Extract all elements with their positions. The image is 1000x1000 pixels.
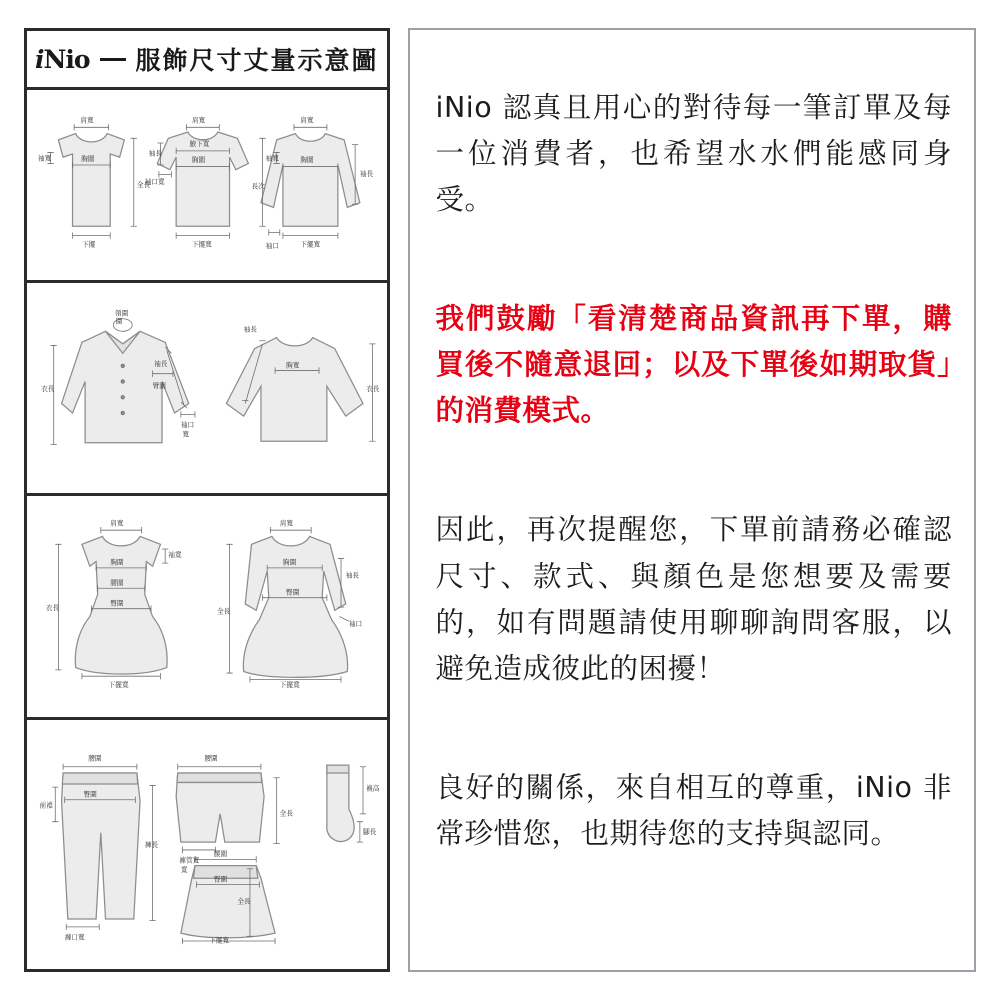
svg-text:胸圍: 胸圍: [282, 558, 297, 567]
svg-text:全長: 全長: [136, 180, 151, 189]
svg-text:寬: 寬: [182, 430, 190, 439]
svg-text:臀圍: 臀圍: [110, 599, 124, 608]
svg-text:褲長: 褲長: [144, 840, 159, 849]
svg-text:袖長: 袖長: [148, 149, 162, 158]
svg-text:肩寬: 肩寬: [110, 519, 124, 528]
svg-text:腋下寬: 腋下寬: [189, 140, 210, 149]
svg-text:胸圍: 胸圍: [110, 558, 124, 567]
svg-text:胸圍: 胸圍: [81, 155, 95, 164]
intro-paragraph: iNio 認真且用心的對待每一筆訂單及每一位消費者，也希望水水們能感同身受。: [435, 90, 952, 216]
svg-text:長次: 長次: [251, 182, 265, 191]
svg-text:肩寬: 肩寬: [279, 519, 294, 528]
svg-text:全長: 全長: [237, 897, 251, 906]
svg-text:袖長: 袖長: [243, 325, 257, 334]
bottoms-row-illustration: [27, 720, 387, 969]
svg-text:臀圍: 臀圍: [83, 790, 97, 799]
diagram-title-text: 服飾尺寸丈量示意圖: [135, 46, 379, 75]
svg-text:腰圍: 腰圍: [204, 754, 218, 763]
svg-text:下擺寬: 下擺寬: [300, 240, 321, 249]
policy-notice-panel: [408, 28, 976, 972]
svg-text:圍: 圍: [115, 317, 123, 326]
svg-text:胸圍: 胸圍: [191, 155, 206, 164]
svg-text:肩寬: 肩寬: [80, 116, 94, 125]
svg-text:寬: 寬: [180, 866, 188, 875]
dress-row-illustration: [27, 496, 387, 717]
diagram-row-bottoms: [27, 720, 387, 969]
svg-text:衣長: 衣長: [366, 384, 380, 393]
svg-text:腰圍: 腰圍: [213, 850, 228, 859]
svg-text:全長: 全長: [216, 607, 231, 616]
svg-text:襪高: 襪高: [366, 784, 380, 793]
svg-text:袖長: 袖長: [359, 169, 374, 178]
svg-text:下擺寬: 下擺寬: [279, 680, 300, 689]
reminder-paragraph: 因此，再次提醒您，下單前請務必確認尺寸、款式、與顏色是您想要及需要的，如有問題請使用聊聊詢問客服，以避免造成彼此的困擾！: [435, 513, 952, 685]
svg-text:袖口: 袖口: [180, 421, 195, 430]
svg-text:下擺寬: 下擺寬: [209, 936, 230, 945]
diagram-row-dresses: [27, 496, 387, 720]
svg-text:袖長: 袖長: [154, 359, 168, 368]
svg-text:袖寬: 袖寬: [37, 154, 52, 163]
diagram-row-tops: [27, 90, 387, 283]
svg-text:腰圍: 腰圍: [110, 578, 124, 587]
size-chart-diagram: [24, 28, 390, 972]
brand-logo: iNio: [35, 44, 90, 74]
svg-text:肩寬: 肩寬: [191, 116, 206, 125]
svg-text:袖口: 袖口: [265, 242, 279, 251]
diagram-row-shirts: [27, 283, 387, 496]
svg-text:下擺: 下擺: [81, 240, 96, 249]
diagram-header: [27, 31, 387, 90]
svg-text:袖口寬: 袖口寬: [144, 177, 165, 186]
policy-paragraph: 我們鼓勵「看清楚商品資訊再下單，購買後不隨意退回；以及下單後如期取貨」的消費模式。: [435, 301, 952, 428]
svg-text:袖寬: 袖寬: [265, 154, 279, 163]
svg-text:袖寬: 袖寬: [168, 550, 182, 559]
svg-text:肩寬: 肩寬: [300, 116, 314, 125]
svg-text:褲管寬: 褲管寬: [179, 856, 200, 865]
svg-text:胸寬: 胸寬: [286, 361, 300, 370]
svg-text:袖口: 袖口: [348, 619, 363, 628]
svg-text:下擺寬: 下擺寬: [108, 680, 129, 689]
svg-text:下擺寬: 下擺寬: [191, 240, 212, 249]
closing-paragraph: 良好的關係，來自相互的尊重，iNio 非常珍惜您，也期待您的支持與認同。: [435, 771, 952, 851]
svg-text:衣長: 衣長: [45, 603, 60, 612]
tops-row-illustration: [27, 90, 387, 280]
svg-text:腰圍: 腰圍: [88, 754, 102, 763]
svg-text:胸圍: 胸圍: [300, 155, 314, 164]
svg-text:臂圍: 臂圍: [152, 381, 166, 390]
svg-text:臀圍: 臀圍: [213, 875, 228, 884]
svg-text:領圍: 領圍: [114, 309, 129, 318]
svg-text:腳長: 腳長: [362, 828, 377, 837]
svg-text:袖長: 袖長: [345, 570, 360, 579]
svg-text:褲口寬: 褲口寬: [64, 933, 85, 942]
svg-text:前襠: 前襠: [39, 801, 53, 810]
shirt-row-illustration: [27, 283, 387, 493]
header-dash: [100, 58, 126, 61]
svg-text:衣長: 衣長: [41, 384, 55, 393]
svg-text:全長: 全長: [279, 809, 294, 818]
svg-text:臀圍: 臀圍: [286, 588, 300, 597]
